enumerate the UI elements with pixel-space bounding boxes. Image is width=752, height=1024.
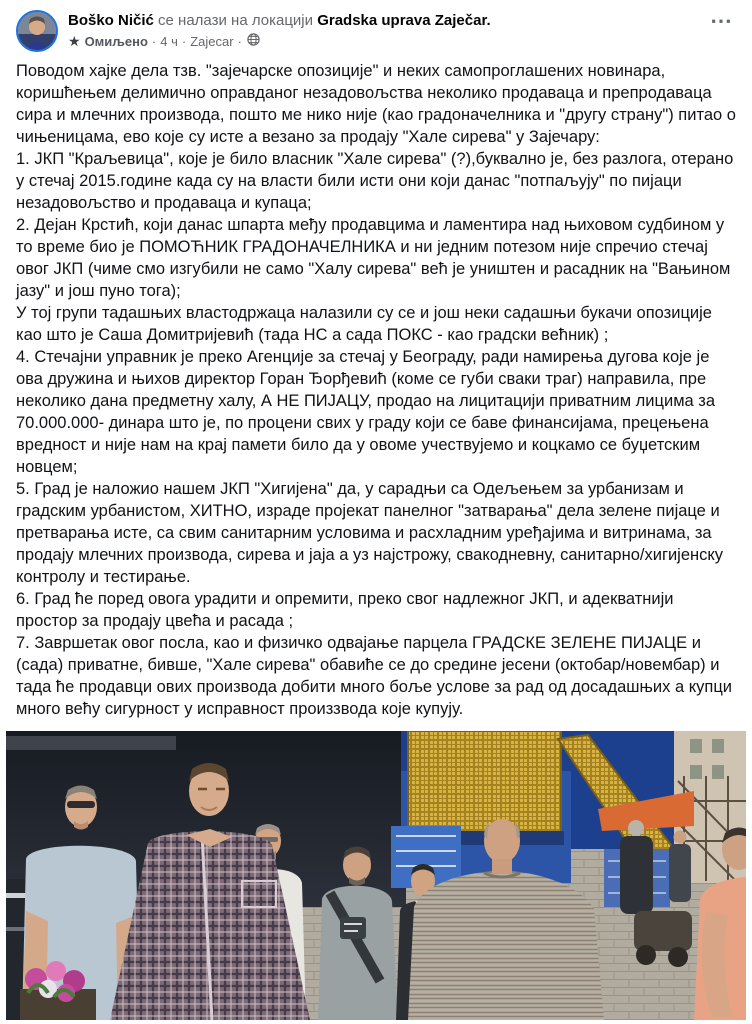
- post-text: [0, 58, 752, 720]
- action-text: се налази на локацији: [158, 12, 314, 29]
- header-text: [68, 10, 491, 50]
- market-scene-illustration: [6, 731, 746, 1020]
- post-meta: [68, 33, 491, 50]
- favorite-label: Омиљено: [84, 34, 148, 49]
- separator: ·: [151, 34, 157, 49]
- globe-icon: [247, 33, 260, 50]
- avatar-image: [18, 12, 56, 50]
- favorite-star-icon: ★: [68, 33, 81, 49]
- location-link[interactable]: Gradska uprava Zaječar.: [317, 12, 491, 29]
- post-paragraph: 2. Дејан Крстић, који данас шпарта међу продавцима и ламентира над њиховом судбином у то време био је ПОМОЋНИК ГРАДОНАЧЕЛНИКА и ни једним потезом није спречио стечај овог ЈКП (чиме смо изгубили не само "Халу сирева" већ је уништен и расадник на "Вањином јазу" и још пуно тога);: [16, 216, 731, 300]
- author-name[interactable]: Boško Ničić: [68, 12, 154, 29]
- post-photo[interactable]: [6, 731, 746, 1020]
- place-link[interactable]: Zajecar: [190, 34, 234, 49]
- author-line: [68, 11, 491, 30]
- post-paragraph: 5. Град је наложио нашем ЈКП "Хигијена" да, у сарадњи са Одељењем за урбанизам и градским урбанистом, ХИТНО, израде пројекат панелног "затварања" дела зелене пијаце и претварања исте, са свим санитарним условима и расхладним уређајима и витринама, за продају млечних производа, сирева и јаја а уз најстрожу, свакодневну, санитарно/хигијенску контролу и тестирање.: [16, 480, 724, 586]
- post-header: [0, 0, 752, 58]
- avatar[interactable]: [16, 10, 58, 52]
- post-paragraph: Поводом хајке дела тзв. "зајечарске опозиције" и неких самопроглашених новинара, коришћењем делимично оправданог незадовољства неколико продаваца и препродаваца сира и млечних производа, пошто ме нико није (као градоначелника и "другу страну") питао о чињеницама, ево које су исте а везано за продају "Хале сирева" у Зајечару:: [16, 62, 736, 146]
- post-paragraph: 6. Град ће поред овога урадити и опремити, преко свог надлежног ЈКП, и адекватнији простор за продају цвећа и расада ;: [16, 590, 674, 630]
- more-options-button[interactable]: ⋯: [710, 8, 734, 33]
- post-paragraph: 7. Завршетак овог посла, као и физичко одвајање парцела ГРАДСКЕ ЗЕЛЕНЕ ПИЈАЦЕ и (сада) приватне, бивше, "Хале сирева" обавиће се до средине јесени (октобар/новембар) и тада ће продавци ових производа добити много боље услове за рад од досадашњих а купци много већу сигурност у исправност произзвода које купују.: [16, 634, 732, 718]
- timestamp-link[interactable]: 4 ч: [160, 34, 178, 49]
- post-paragraph: У тој групи тадашњих властодржаца налазили су се и још неки садашњи букачи опозиције као што је Саша Домитријевић (тада НС а сада ПОКС - као градски већник) ;: [16, 304, 712, 344]
- post-paragraph: 1. ЈКП "Краљевица", које је било власник "Хале сирева" (?),буквално је, без разлога, отерано у стечај 2015.године када су на власти били исти они који данас "потпаљују" по пијаци незадовољство и продаваца и купаца;: [16, 150, 734, 212]
- separator: ·: [181, 34, 187, 49]
- post-paragraph: 4. Стечајни управник је преко Агенције за стечај у Београду, ради намирења дугова које је ова дружина и њихов директор Горан Ђорђевић (коме се губи сваки траг) направила, пре неколико дана предметну халу, А НЕ ПИЈАЦУ, продао на лицитацији приватним лицима за 70.000.000- динара што је, по процени свих у граду који се баве финансијама, прецењена вредност и није нам на крај памети било да у овоме учествујемо и коцкамо се буџетским новцем;: [16, 348, 716, 476]
- separator: ·: [237, 34, 242, 49]
